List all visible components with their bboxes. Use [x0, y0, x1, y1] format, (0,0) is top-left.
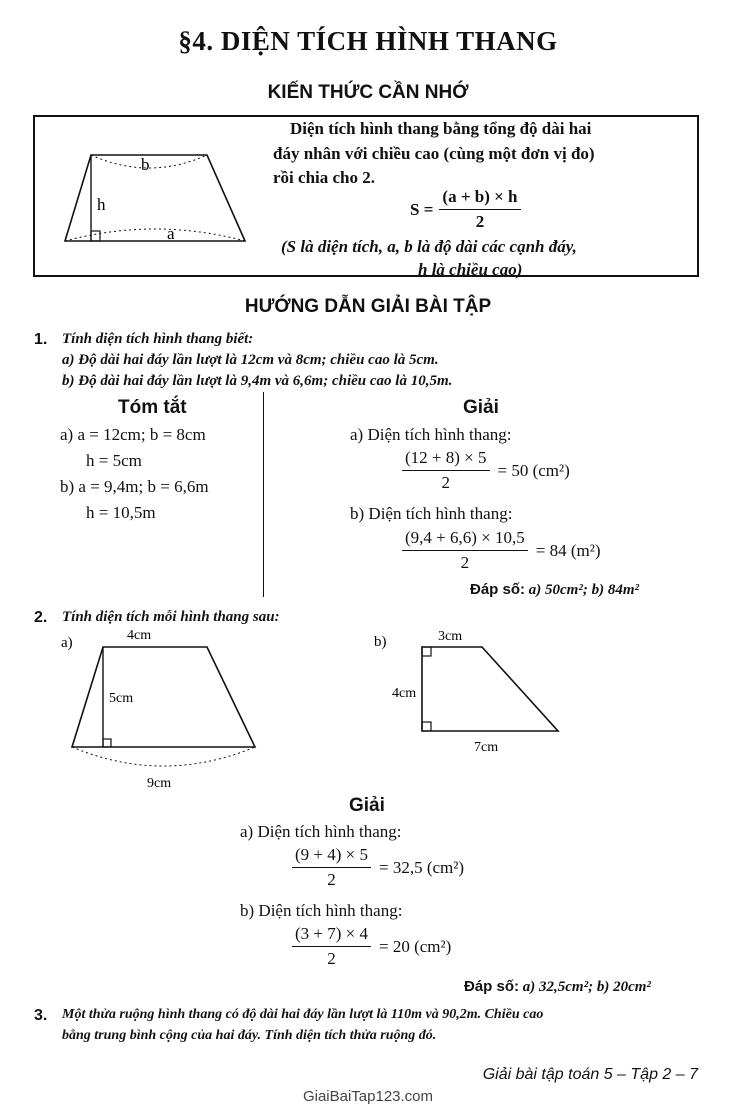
- fig-label-b: b: [141, 155, 150, 174]
- ex1-summary-b2: h = 10,5m: [86, 503, 156, 522]
- guide-heading: HƯỚNG DẪN GIẢI BÀI TẬP: [244, 296, 492, 317]
- rule-line-1: Diện tích hình thang bằng tổng độ dài hai: [290, 119, 592, 138]
- fig-b-height: 4cm: [392, 686, 417, 701]
- fig-b-top: 3cm: [438, 629, 463, 644]
- ex3-line-2: bằng trung bình cộng của hai đáy. Tính diện tích thửa ruộng đó.: [62, 1028, 437, 1043]
- fig-a-height: 5cm: [109, 691, 134, 706]
- ex2-sol-a-expression: [292, 845, 464, 890]
- ex1-number: 1.: [34, 331, 48, 348]
- ex2-solution-heading: Giải: [349, 795, 385, 816]
- ex2-sol-a-numerator: (9 + 4) × 5: [292, 845, 371, 868]
- ex2-answer-value: a) 32,5cm²; b) 20cm²: [522, 979, 651, 995]
- knowledge-box: [33, 115, 699, 277]
- ex2-sol-a-denominator: 2: [327, 870, 336, 889]
- ex1-summary-b1: b) a = 9,4m; b = 6,6m: [60, 477, 209, 496]
- ex1-summary-heading: Tóm tắt: [118, 397, 187, 418]
- fig-a-top: 4cm: [127, 628, 152, 643]
- ex1-answer: [470, 581, 639, 599]
- ex1-prompt: Tính diện tích hình thang biết:: [62, 331, 254, 347]
- ex1-sol-a-expression: [402, 448, 570, 493]
- ex1-part-a: a) Độ dài hai đáy lần lượt là 12cm và 8cm; chiều cao là 5cm.: [62, 352, 439, 368]
- fig-label-a: a: [167, 224, 175, 243]
- ex1-answer-value: a) 50cm²; b) 84m²: [528, 582, 639, 598]
- ex3-line-1: Một thửa ruộng hình thang có độ dài hai đáy lần lượt là 110m và 90,2m. Chiều cao: [62, 1007, 544, 1022]
- ex1-summary-a2: h = 5cm: [86, 451, 142, 470]
- ex1-solution-heading: Giải: [463, 397, 499, 418]
- ex2-sol-a-result: = 32,5 (cm²): [379, 857, 465, 877]
- rule-line-2: đáy nhân với chiều cao (cùng một đơn vị đo): [273, 144, 595, 163]
- note-line-2: h là chiều cao): [418, 260, 523, 279]
- page-footer: Giải bài tập toán 5 – Tập 2 – 7: [482, 1066, 698, 1083]
- ex1-summary-a1: a) a = 12cm; b = 8cm: [60, 425, 206, 444]
- formula-lhs: S =: [410, 199, 434, 219]
- ex2-sol-b-numerator: (3 + 7) × 4: [292, 924, 371, 947]
- fig-a-bottom: 9cm: [147, 776, 172, 791]
- ex1-sol-a-numerator: (12 + 8) × 5: [402, 448, 490, 471]
- ex1-sol-a-label: a) Diện tích hình thang:: [350, 425, 512, 444]
- formula-denominator: 2: [475, 212, 485, 231]
- ex2-sol-b-label: b) Diện tích hình thang:: [240, 901, 403, 920]
- ex2-answer-label: Đáp số:: [464, 978, 520, 995]
- ex2-answer: [464, 978, 651, 996]
- watermark: GiaiBaiTap123.com: [302, 1088, 434, 1105]
- ex1-sol-b-expression: [402, 528, 600, 573]
- ex1-sol-b-result: = 84 (m²): [535, 540, 601, 560]
- ex1-part-b: b) Độ dài hai đáy lần lượt là 9,4m và 6,6m; chiều cao là 10,5m.: [62, 373, 453, 389]
- trapezoid-figure: [59, 147, 249, 247]
- ex1-sol-b-numerator: (9,4 + 6,6) × 10,5: [402, 528, 528, 551]
- ex1-answer-label: Đáp số:: [470, 581, 526, 598]
- formula-numerator: (a + b) × h: [439, 187, 520, 210]
- ex1-sol-b-label: b) Diện tích hình thang:: [350, 504, 513, 523]
- page-title: §4. DIỆN TÍCH HÌNH THANG: [178, 26, 558, 56]
- ex1-sol-b-denominator: 2: [460, 553, 470, 572]
- note-line-1: (S là diện tích, a, b là độ dài các cạnh đáy,: [281, 237, 577, 256]
- fig-a-label: a): [61, 635, 73, 651]
- column-divider: [263, 392, 264, 597]
- ex2-sol-b-expression: [292, 924, 451, 969]
- ex2-figure-b: [370, 625, 570, 765]
- fig-label-h: h: [97, 195, 106, 214]
- knowledge-heading: KIẾN THỨC CẦN NHỚ: [267, 82, 469, 103]
- ex2-sol-b-result: = 20 (cm²): [379, 936, 452, 956]
- ex3-number: 3.: [34, 1007, 48, 1024]
- ex2-sol-a-label: a) Diện tích hình thang:: [240, 822, 402, 841]
- area-formula: [410, 187, 521, 232]
- ex1-sol-a-result: = 50 (cm²): [497, 460, 570, 480]
- ex1-sol-a-denominator: 2: [441, 473, 450, 492]
- ex2-prompt: Tính diện tích mỗi hình thang sau:: [62, 609, 280, 625]
- fig-b-label: b): [374, 634, 387, 650]
- ex2-number: 2.: [34, 609, 48, 626]
- ex2-figure-a: [55, 625, 285, 795]
- fig-b-bottom: 7cm: [474, 740, 499, 755]
- ex2-sol-b-denominator: 2: [327, 949, 336, 968]
- rule-line-3: rồi chia cho 2.: [273, 168, 375, 187]
